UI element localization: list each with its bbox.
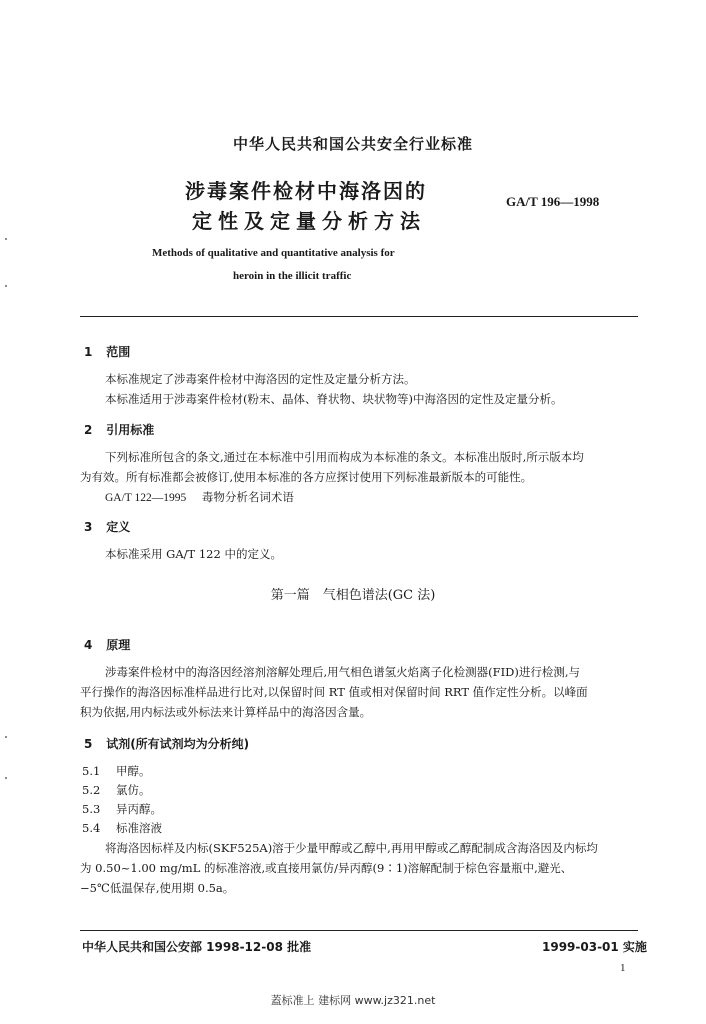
section-title: 范围 <box>106 345 131 359</box>
section-4-line-2: 平行操作的海洛因标准样品进行比对,以保留时间 RT 值或相对保留时间 RRT 值作定性分析。以峰面 <box>80 685 588 699</box>
reference-title: 毒物分析名词术语 <box>201 490 294 504</box>
section-number: 4 <box>84 638 93 652</box>
section-title: 定义 <box>106 520 131 534</box>
section-number: 3 <box>84 520 93 534</box>
section-number: 1 <box>84 345 93 359</box>
page-number: 1 <box>620 962 626 974</box>
reagent-name: 异丙醇。 <box>116 802 162 816</box>
section-1-para-2: 本标准适用于涉毒案件检材(粉末、晶体、脊状物、块状物等)中海洛因的定性及定量分析。 <box>105 392 563 406</box>
implementation-date: 1999-03-01 实施 <box>542 940 647 954</box>
section-3-heading <box>84 518 130 535</box>
reagent-item <box>82 801 162 817</box>
reagent-name: 甲醇。 <box>116 764 151 778</box>
reagent-name: 氯仿。 <box>116 783 151 797</box>
reagent-item <box>82 782 151 798</box>
standard-category: 中华人民共和国公共安全行业标准 <box>232 135 473 153</box>
part-title: 第一篇 气相色谱法(GC 法) <box>270 588 436 603</box>
section-title: 原理 <box>106 638 131 652</box>
english-title-line-2: heroin in the illicit traffic <box>233 270 352 282</box>
section-number: 5 <box>84 737 93 751</box>
header-divider <box>80 316 638 317</box>
section-1-para-1: 本标准规定了涉毒案件检材中海洛因的定性及定量分析方法。 <box>105 372 416 386</box>
scan-speck <box>5 285 7 287</box>
section-5-heading <box>84 735 249 752</box>
section-2-para-line-1: 下列标准所包含的条文,通过在本标准中引用而构成为本标准的条文。本标准出版时,所示版本均 <box>105 450 584 464</box>
reagent-item <box>82 763 151 779</box>
section-5-line-3: −5℃低温保存,使用期 0.5a。 <box>80 881 235 895</box>
section-5-line-2: 为 0.50~1.00 mg/mL 的标准溶液,或直接用氯仿/异丙醇(9∶1)溶解配制于棕色容量瓶中,避光、 <box>80 861 573 875</box>
footer-divider <box>80 930 638 931</box>
scan-speck <box>5 736 7 738</box>
section-number: 2 <box>84 423 93 437</box>
reagent-number: 5.4 <box>82 821 101 835</box>
scan-speck <box>5 238 7 240</box>
section-4-line-1: 涉毒案件检材中的海洛因经溶剂溶解处理后,用气相色谱氢火焰离子化检测器(FID)进行检测,与 <box>105 665 581 679</box>
reagent-number: 5.1 <box>82 764 101 778</box>
section-2-para-line-2: 为有效。所有标准都会被修订,使用本标准的各方应探讨使用下列标准最新版本的可能性。 <box>80 470 533 484</box>
reagent-item <box>82 820 162 836</box>
section-2-heading <box>84 421 154 438</box>
section-4-heading <box>84 636 130 653</box>
watermark: 蓋标准上 建标网 www.jz321.net <box>270 994 436 1007</box>
reference-code: GA/T 122—1995 <box>105 492 187 504</box>
english-title-line-1: Methods of qualitative and quantitative analysis for <box>152 247 395 259</box>
standard-number: GA/T 196—1998 <box>506 194 600 209</box>
section-4-line-3: 积为依据,用内标法或外标法来计算样品中的海洛因含量。 <box>80 705 372 719</box>
title-line-1: 涉毒案件检材中海洛因的 <box>185 179 427 203</box>
reference-standard <box>105 489 294 505</box>
approval-statement: 中华人民共和国公安部 1998-12-08 批准 <box>82 940 312 954</box>
title-line-2: 定性及定量分析方法 <box>192 209 426 233</box>
section-5-line-1: 将海洛因标样及内标(SKF525A)溶于少量甲醇或乙醇中,再用甲醇或乙醇配制成含海洛因及内标均 <box>105 841 598 855</box>
section-title: 试剂(所有试剂均为分析纯) <box>106 737 250 751</box>
section-1-heading <box>84 343 130 360</box>
reagent-number: 5.2 <box>82 783 101 797</box>
section-title: 引用标准 <box>106 423 155 437</box>
scan-speck <box>5 777 7 779</box>
reagent-number: 5.3 <box>82 802 101 816</box>
section-3-para: 本标准采用 GA/T 122 中的定义。 <box>105 547 282 561</box>
reagent-name: 标准溶液 <box>116 821 162 835</box>
